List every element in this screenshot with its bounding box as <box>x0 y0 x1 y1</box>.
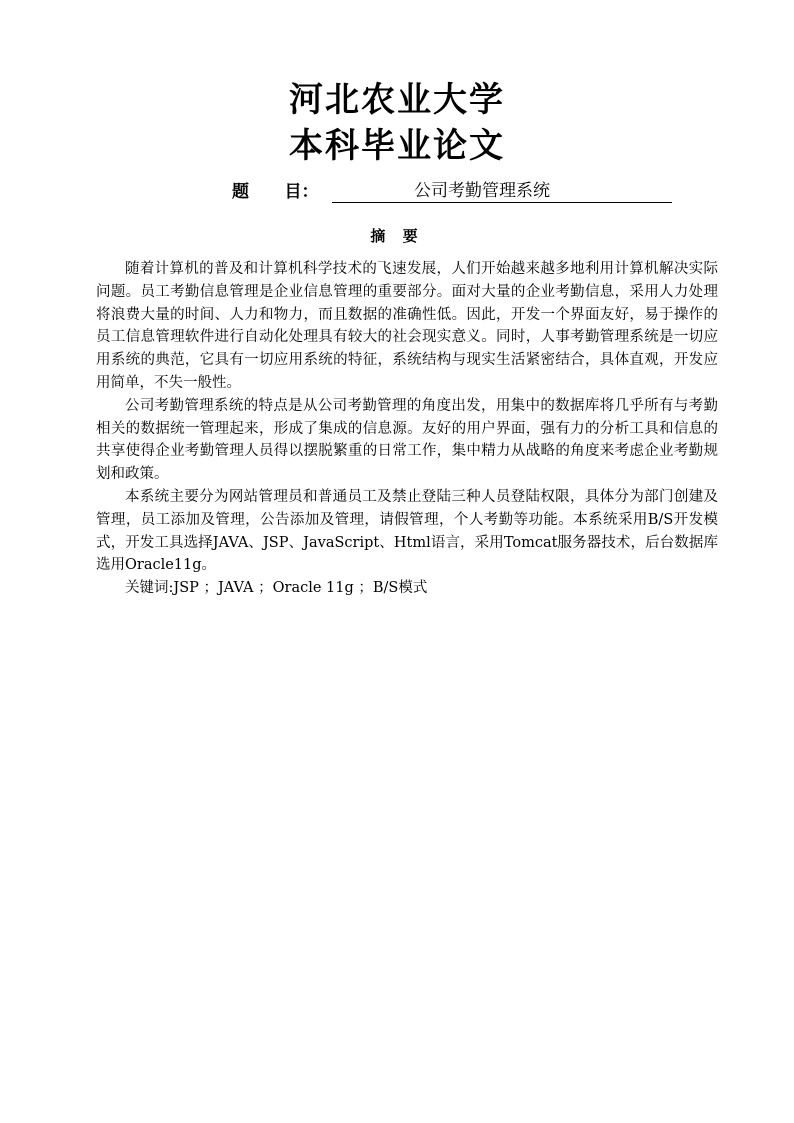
subject-label: 题 目： <box>232 182 319 202</box>
abstract-paragraph-2: 公司考勤管理系统的特点是从公司考勤管理的角度出发，用集中的数据库将几乎所有与考勤相关的数据统一管理起来，形成了集成的信息源。友好的用户界面，强有力的分析工具和信息的共享使得企业考勤管理人员得以摆脱繁重的日常工作，集中精力从战略的角度来考虑企业考勤规划和政策。 <box>96 397 718 483</box>
document-type-title: 本科毕业论文 <box>289 126 505 166</box>
subject-value: 公司考勤管理系统 <box>414 181 550 201</box>
abstract-heading: 摘 要 <box>370 227 424 245</box>
keywords-line: 关键词:JSP ；JAVA ；Oracle 11g ；B/S模式 <box>125 580 428 597</box>
abstract-paragraph-1: 随着计算机的普及和计算机科学技术的飞速发展，人们开始越来越多地利用计算机解决实际问题。员工考勤信息管理是企业信息管理的重要部分。面对大量的企业考勤信息，采用人力处理将浪费大量的时间、人力和物力，而且数据的准确性低。因此，开发一个界面友好，易于操作的员工信息管理软件进行自动化处理具有较大的社会现实意义。同时，人事考勤管理系统是一切应用系统的典范，它具有一切应用系统的特征，系统结构与现实生活紧密结合，具体直观，开发应用简单，不失一般性。 <box>96 261 718 391</box>
university-title: 河北农业大学 <box>289 80 505 120</box>
abstract-body <box>96 258 718 600</box>
subject-row <box>232 180 672 204</box>
abstract-paragraph-3: 本系统主要分为网站管理员和普通员工及禁止登陆三种人员登陆权限，具体分为部门创建及管理，员工添加及管理，公告添加及管理，请假管理，个人考勤等功能。本系统采用B/S开发模式，开发工具选择JAVA、JSP、JavaScript、Html语言，采用Tomcat服务器技术，后台数据库选用Oracle11g。 <box>96 488 718 574</box>
subject-value-field <box>332 180 672 203</box>
